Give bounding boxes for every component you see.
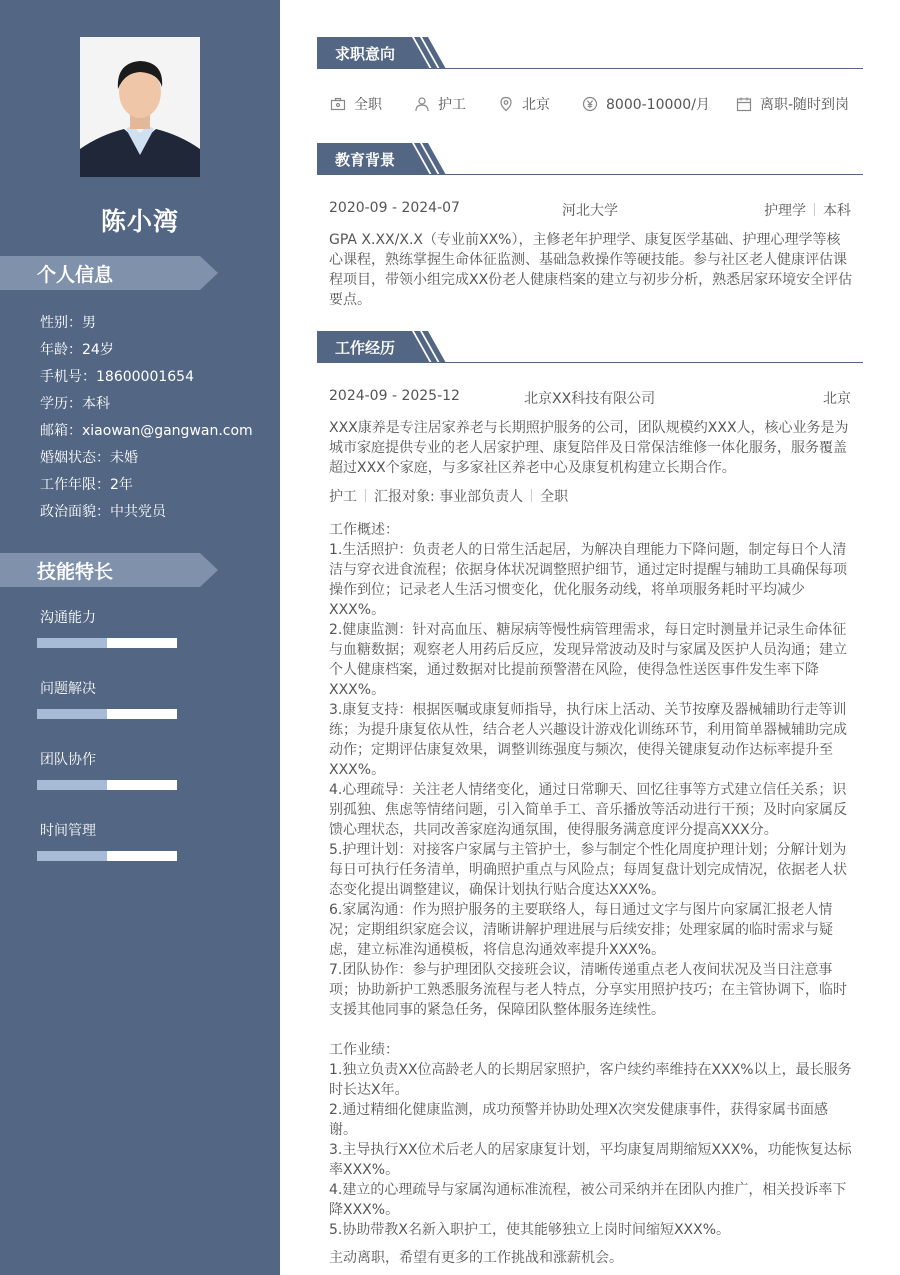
intent-position xyxy=(414,94,466,114)
overview-item: 7.团队协作：参与护理团队交接班会议，清晰传递重点老人夜间状况及当日注意事项；协助新护工熟悉服务流程与老人特点，分享实用照护技巧；在主管协调下，临时支援其他同事的紧急任务，保障团队整体服务连续性。 xyxy=(329,962,847,1018)
info-phone: 手机号：18600001654 xyxy=(40,369,194,385)
overview-item: 5.护理计划：对接客户家属与主管护士，参与制定个性化周度护理计划；分解计划为每日可执行任务清单，明确照护重点与风险点；每周复盘计划完成情况，依据老人状态变化提出调整建议，确保计划执行贴合度达XXX%。 xyxy=(329,842,847,898)
info-email: 邮箱：xiaowan@gangwan.com xyxy=(40,423,253,439)
achievement-item: 3.主导执行XX位术后老人的居家康复计划，平均康复周期缩短XXX%，功能恢复达标率XXX%。 xyxy=(329,1142,852,1178)
achievement-item: 4.建立的心理疏导与家属沟通标准流程，被公司采纳并在团队内推广，相关投诉率下降XXX%。 xyxy=(329,1182,847,1218)
candidate-name: 陈小湾 xyxy=(100,207,179,236)
personal-info-list xyxy=(40,310,253,526)
skill-label: 问题解决 xyxy=(40,681,96,697)
skill-label: 团队协作 xyxy=(40,752,96,768)
divider xyxy=(365,489,366,502)
overview-item: 3.康复支持：根据医嘱或康复师指导，执行床上活动、关节按摩及器械辅助行走等训练；为提升康复依从性，结合老人兴趣设计游戏化训练环节，利用简单器械辅助完成动作；定期评估康复效果，调整训练强度与频次，使得关键康复动作达标率提升至XXX%。 xyxy=(329,702,847,778)
intent-type xyxy=(330,94,382,114)
intent-section-header xyxy=(317,37,863,71)
spacer xyxy=(329,1020,853,1040)
education-school: 河北大学 xyxy=(562,203,618,219)
personal-info-title: 个人信息 xyxy=(37,264,114,286)
education-major: 护理学 xyxy=(764,203,806,219)
info-years: 工作年限：2年 xyxy=(40,477,133,493)
work-details xyxy=(329,520,853,1268)
education-period: 2020-09 - 2024-07 xyxy=(329,200,460,216)
company-description: XXX康养是专注居家养老与长期照护服务的公司，团队规模约XXX人，核心业务是为城市家庭提供专业的老人居家护理、康复陪伴及日常保洁维修一体化服务，服务覆盖超过XXX个家庭，与多家社区养老中心及康复机构建立长期合作。 xyxy=(329,420,849,476)
intent-city-text: 北京 xyxy=(522,97,550,113)
divider xyxy=(814,203,815,216)
calendar-icon xyxy=(736,96,752,112)
info-marital: 婚姻状态：未婚 xyxy=(40,450,138,466)
intent-type-text: 全职 xyxy=(354,97,382,113)
work-job-type: 全职 xyxy=(540,489,569,505)
intent-position-text: 护工 xyxy=(438,97,466,113)
skill-bar xyxy=(37,709,177,719)
personal-info-heading xyxy=(0,256,218,290)
work-title: 工作经历 xyxy=(335,339,396,357)
yen-icon xyxy=(582,96,598,112)
info-education: 学历：本科 xyxy=(40,396,110,412)
info-political: 政治面貌：中共党员 xyxy=(40,504,166,520)
education-major-degree xyxy=(764,200,851,220)
skill-bar-fill xyxy=(37,851,107,861)
education-degree: 本科 xyxy=(823,203,851,219)
intent-availability-text: 离职-随时到岗 xyxy=(760,97,850,113)
work-period: 2024-09 - 2025-12 xyxy=(329,388,460,404)
education-title: 教育背景 xyxy=(335,151,396,169)
avatar xyxy=(80,37,200,177)
overview-item: 1.生活照护：负责老人的日常生活起居，为解决自理能力下降问题，制定每日个人清洁与穿衣进食流程；依据身体状况调整照护细节，通过定时提醒与辅助工具确保每项操作到位；记录老人生活习惯变化，优化服务动线，将单项服务耗时平均减少XXX%。 xyxy=(329,542,847,618)
work-city: 北京 xyxy=(823,391,851,407)
achievement-item: 5.协助带教X名新入职护工，使其能够独立上岗时间缩短XXX%。 xyxy=(329,1222,731,1238)
overview-item: 4.心理疏导：关注老人情绪变化，通过日常聊天、回忆往事等方式建立信任关系；识别孤独、焦虑等情绪问题，引入简单手工、音乐播放等活动进行干预；及时向家属反馈心理状态，共同改善家庭沟通氛围，使得服务满意度评分提高XXX分。 xyxy=(329,782,847,838)
overview-title: 工作概述： xyxy=(329,522,399,538)
overview-item: 6.家属沟通：作为照护服务的主要联络人，每日通过文字与图片向家属汇报老人情况；定期组织家庭会议，清晰讲解护理进展与后续安排；处理家属的临时需求与疑虑，建立标准沟通模板，将信息沟通效率提升XXX%。 xyxy=(329,902,833,958)
info-age: 年龄：24岁 xyxy=(40,342,114,358)
work-role: 护工 xyxy=(329,489,357,505)
intent-city xyxy=(498,94,550,114)
education-description: GPA X.XX/X.X（专业前XX%），主修老年护理学、康复医学基础、护理心理学等核心课程，熟练掌握生命体征监测、基础急救操作等硬技能。参与社区老人健康评估课程项目，带领小组完成XX份老人健康档案的建立与初步分析，熟悉居家环境安全评估要点。 xyxy=(329,232,853,308)
work-meta xyxy=(329,486,568,506)
skill-bar-fill xyxy=(37,709,107,719)
skills-heading xyxy=(0,553,218,587)
info-gender: 性别：男 xyxy=(40,315,96,331)
sidebar xyxy=(0,0,280,1275)
intent-availability xyxy=(736,94,849,114)
skills-title: 技能特长 xyxy=(37,561,114,583)
intent-salary-text: 8000-10000/月 xyxy=(606,97,710,113)
achievements-title: 工作业绩： xyxy=(329,1042,399,1058)
intent-salary xyxy=(582,94,710,114)
skill-label: 时间管理 xyxy=(40,823,96,839)
leave-reason: 主动离职，希望有更多的工作挑战和涨薪机会。 xyxy=(329,1250,623,1266)
work-section-header xyxy=(317,331,863,365)
skill-bar xyxy=(37,638,177,648)
overview-item: 2.健康监测：针对高血压、糖尿病等慢性病管理需求，每日定时测量并记录生命体征与血糖数据；观察老人用药后反应，发现异常波动及时与家属及医护人员沟通；建立个人健康档案，通过数据对比提前预警潜在风险，使得急性送医事件发生率下降XXX%。 xyxy=(329,622,847,698)
skill-bar xyxy=(37,780,177,790)
briefcase-icon xyxy=(330,96,346,112)
skill-label: 沟通能力 xyxy=(40,610,96,626)
skill-bar-fill xyxy=(37,780,107,790)
location-icon xyxy=(498,96,514,112)
skill-bar xyxy=(37,851,177,861)
achievement-item: 1.独立负责XX位高龄老人的长期居家照护，客户续约率维持在XXX%以上，最长服务时长达X年。 xyxy=(329,1062,852,1098)
intent-title: 求职意向 xyxy=(335,45,396,63)
work-report-to: 汇报对象: 事业部负责人 xyxy=(374,489,524,505)
divider xyxy=(531,489,532,502)
skill-bar-fill xyxy=(37,638,107,648)
work-company: 北京XX科技有限公司 xyxy=(524,391,656,407)
person-icon xyxy=(414,96,430,112)
achievement-item: 2.通过精细化健康监测，成功预警并协助处理X次突发健康事件，获得家属书面感谢。 xyxy=(329,1102,828,1138)
education-section-header xyxy=(317,143,863,177)
